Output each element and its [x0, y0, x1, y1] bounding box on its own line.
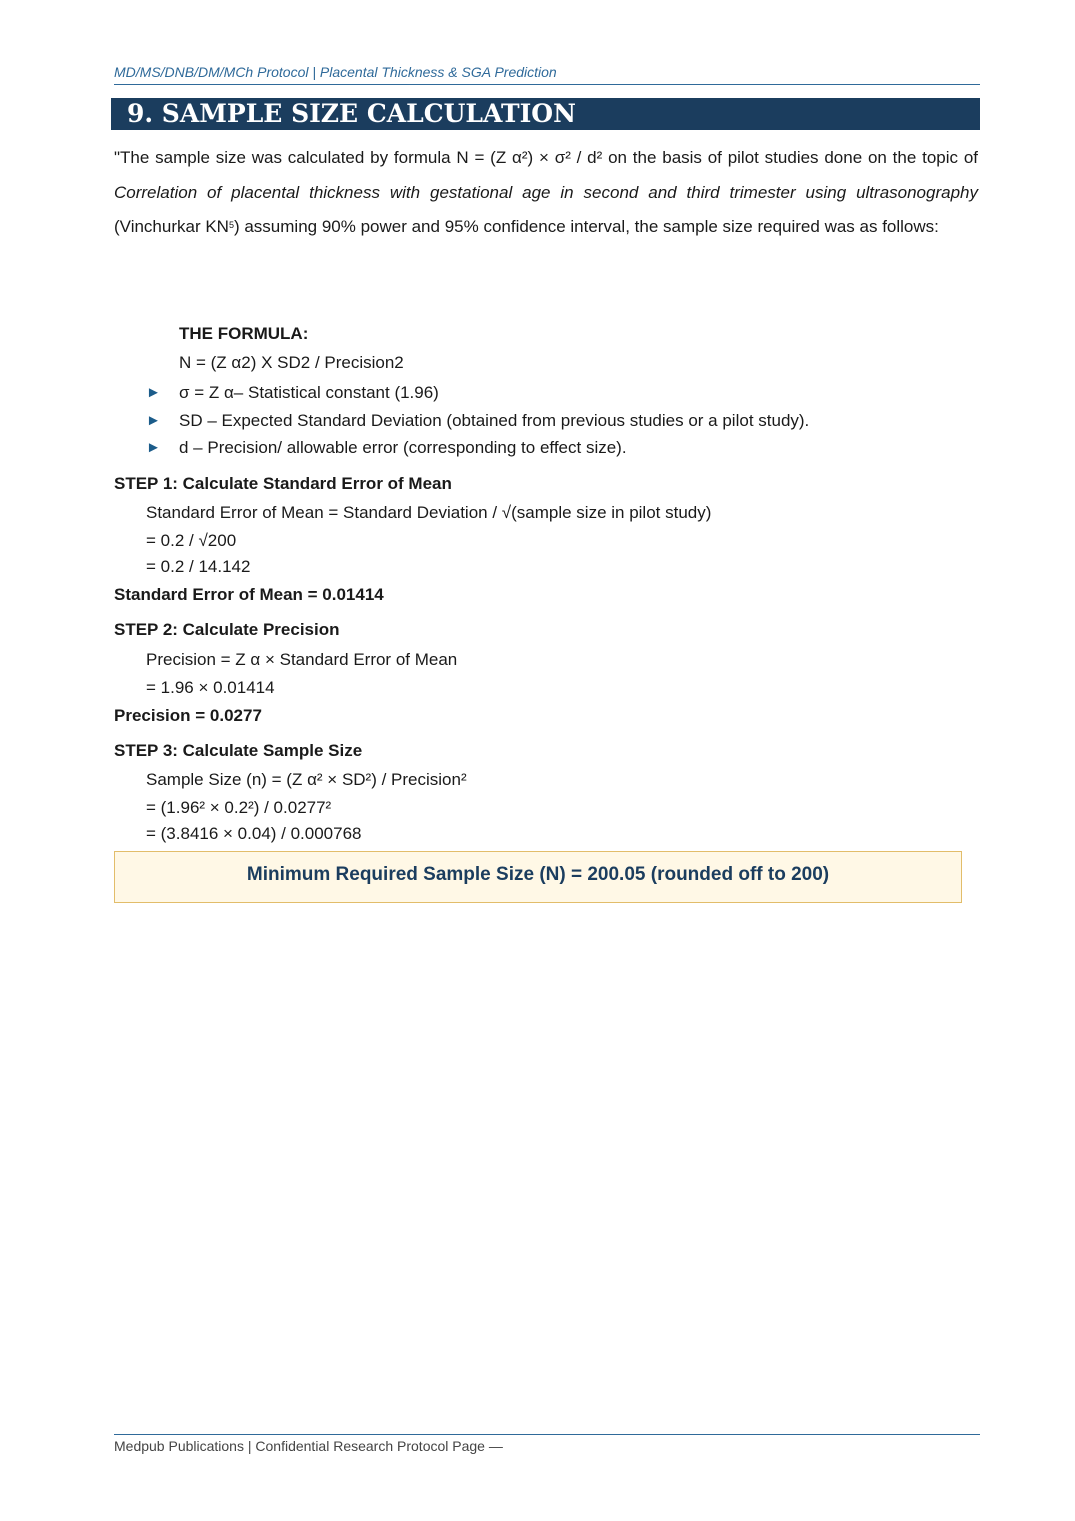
- intro-topic: Correlation of placental thickness with gestational age in second and third trimester using ultrasonography: [114, 182, 978, 202]
- step1-line: = 0.2 / √200: [146, 531, 237, 550]
- formula-bullet-d: d – Precision/ allowable error (corresponding to effect size).: [179, 438, 627, 457]
- intro-text-3: ) assuming 90% power and 95% confidence interval, the sample size required was as follows:: [233, 217, 939, 236]
- bullet-arrow-icon: ►: [146, 384, 161, 401]
- intro-text-1: "The sample size was calculated by formula N = (Z α²) × σ² / d² on the basis of pilot studies done on the topic of: [114, 148, 978, 167]
- formula-bullet-sigma: σ = Z α– Statistical constant (1.96): [179, 383, 439, 402]
- intro-paragraph: [114, 141, 978, 245]
- result-text: Minimum Required Sample Size (N) = 200.05 (rounded off to 200): [246, 864, 830, 885]
- section-title: 9. SAMPLE SIZE CALCULATION: [127, 99, 576, 128]
- step1-heading: STEP 1: Calculate Standard Error of Mean: [114, 474, 452, 493]
- step2-line: = 1.96 × 0.01414: [146, 678, 275, 697]
- running-footer: Medpub Publications | Confidential Research Protocol Page —: [114, 1434, 980, 1454]
- intro-text-2: (Vinchurkar KN: [114, 217, 229, 236]
- step3-line: = (1.96² × 0.2²) / 0.0277²: [146, 798, 332, 817]
- formula-bullet-sd: SD – Expected Standard Deviation (obtained from previous studies or a pilot study).: [179, 411, 810, 430]
- step3-line: = (3.8416 × 0.04) / 0.000768: [146, 824, 362, 843]
- step1-result: Standard Error of Mean = 0.01414: [114, 585, 384, 604]
- bullet-arrow-icon: ►: [146, 412, 161, 429]
- step1-line: Standard Error of Mean = Standard Deviation / √(sample size in pilot study): [146, 503, 712, 522]
- formula-equation: N = (Z α2) X SD2 / Precision2: [179, 353, 404, 372]
- formula-heading: THE FORMULA:: [179, 324, 309, 343]
- step2-heading: STEP 2: Calculate Precision: [114, 620, 340, 639]
- bullet-arrow-icon: ►: [146, 439, 161, 456]
- reference-number: 5: [228, 220, 234, 230]
- step3-heading: STEP 3: Calculate Sample Size: [114, 741, 363, 760]
- step2-result: Precision = 0.0277: [114, 706, 262, 725]
- step1-line: = 0.2 / 14.142: [146, 557, 251, 576]
- step2-line: Precision = Z α × Standard Error of Mean: [146, 650, 458, 669]
- running-header: MD/MS/DNB/DM/MCh Protocol | Placental Thickness & SGA Prediction: [114, 64, 980, 85]
- result-highlight-box: [114, 851, 962, 903]
- step3-line: Sample Size (n) = (Z α² × SD²) / Precision²: [146, 770, 467, 789]
- section-heading-bar: [111, 98, 980, 130]
